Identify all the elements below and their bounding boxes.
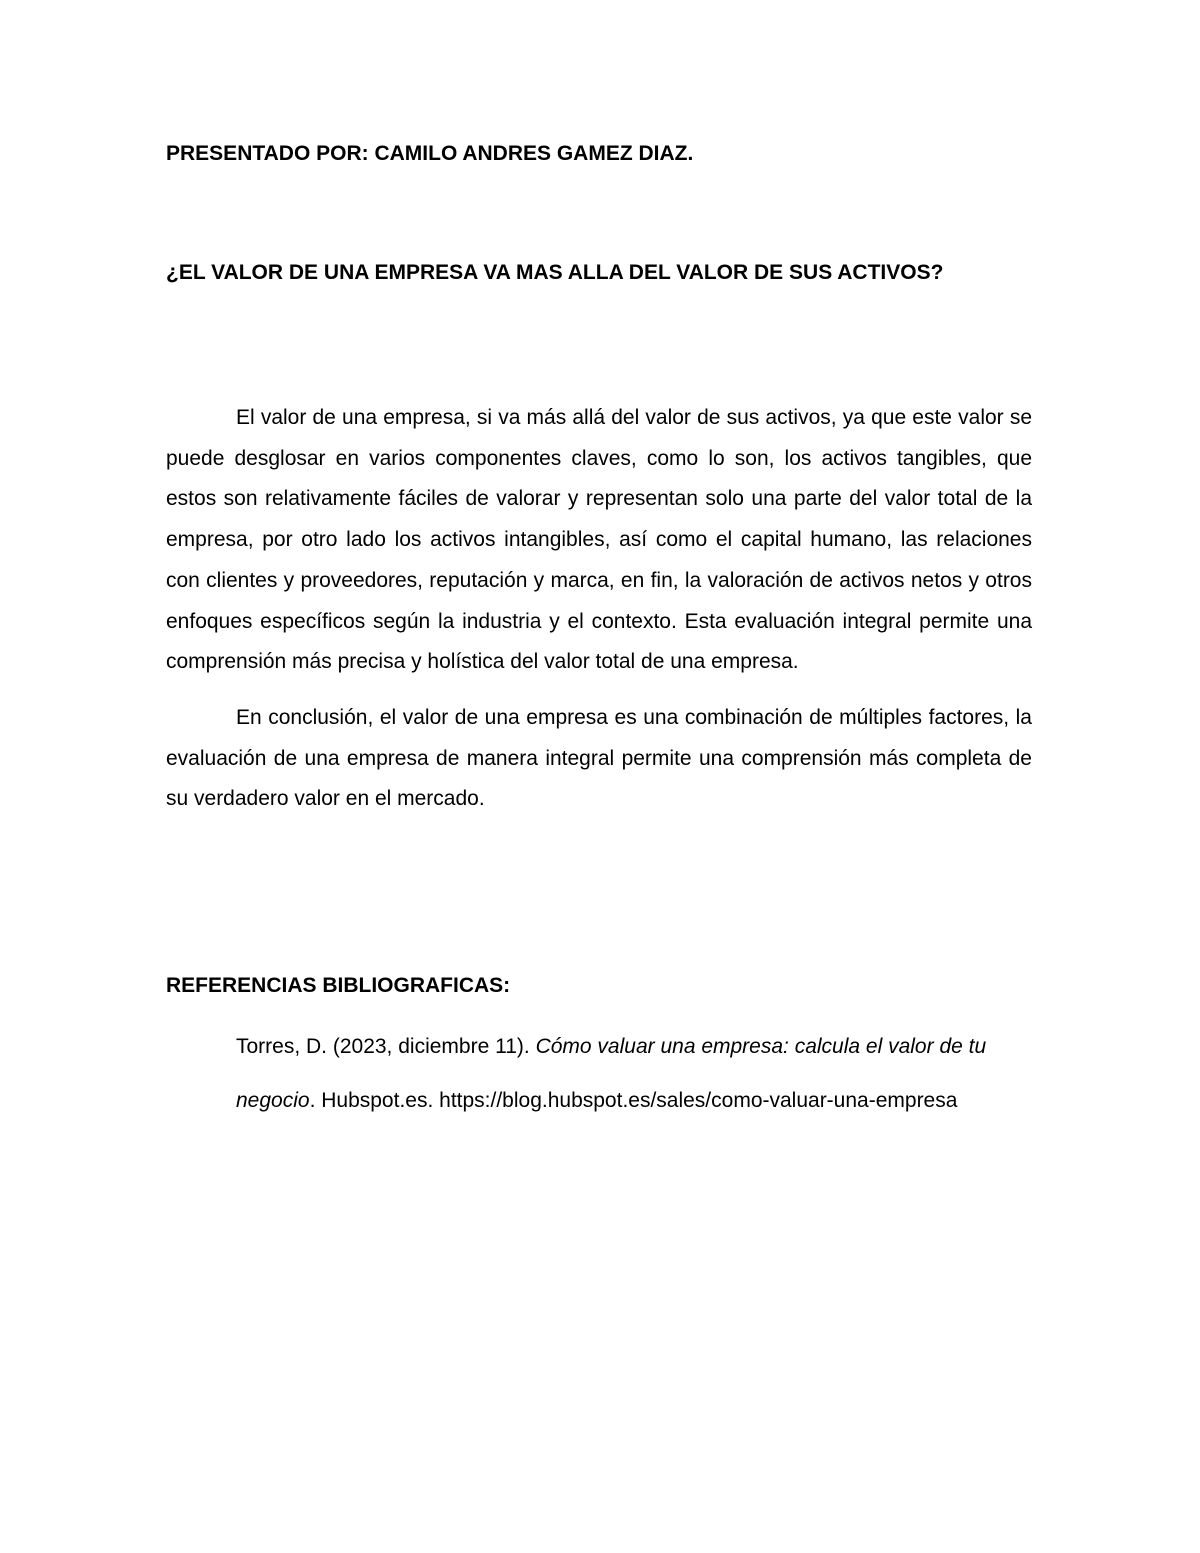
author-line: PRESENTADO POR: CAMILO ANDRES GAMEZ DIAZ. <box>166 142 694 165</box>
reference-url: https://blog.hubspot.es/sales/como-valuar-una-empresa <box>439 1089 958 1112</box>
reference-publisher: . Hubspot.es. <box>309 1089 434 1112</box>
reference-entry <box>236 1020 1036 1128</box>
reference-title: Cómo valuar una empresa: calcula el valor de tu negocio <box>236 1035 987 1112</box>
body-paragraph-2: En conclusión, el valor de una empresa es una combinación de múltiples factores, la evaluación de una empresa de manera integral permite una comprensión más completa de su verdadero valor en el mercado. <box>166 705 1032 811</box>
references-heading: REFERENCIAS BIBLIOGRAFICAS: <box>166 974 511 997</box>
reference-authors-date: Torres, D. (2023, diciembre 11). <box>236 1035 530 1058</box>
body-paragraph-1: El valor de una empresa, si va más allá del valor de sus activos, ya que este valor se puede desglosar en varios componentes claves, como lo son, los activos tangibles, que estos son relativamente fáciles de valorar y representan solo una parte del valor total de la empresa, por otro lado los activos intangibles, así como el capital humano, las relaciones con clientes y proveedores, reputación y marca, en fin, la valoración de activos netos y otros enfoques específicos según la industria y el contexto. Esta evaluación integral permite una comprensión más precisa y holística del valor total de una empresa. <box>166 406 1032 674</box>
body-text <box>166 398 1032 835</box>
question-title: ¿EL VALOR DE UNA EMPRESA VA MAS ALLA DEL VALOR DE SUS ACTIVOS? <box>166 261 944 284</box>
